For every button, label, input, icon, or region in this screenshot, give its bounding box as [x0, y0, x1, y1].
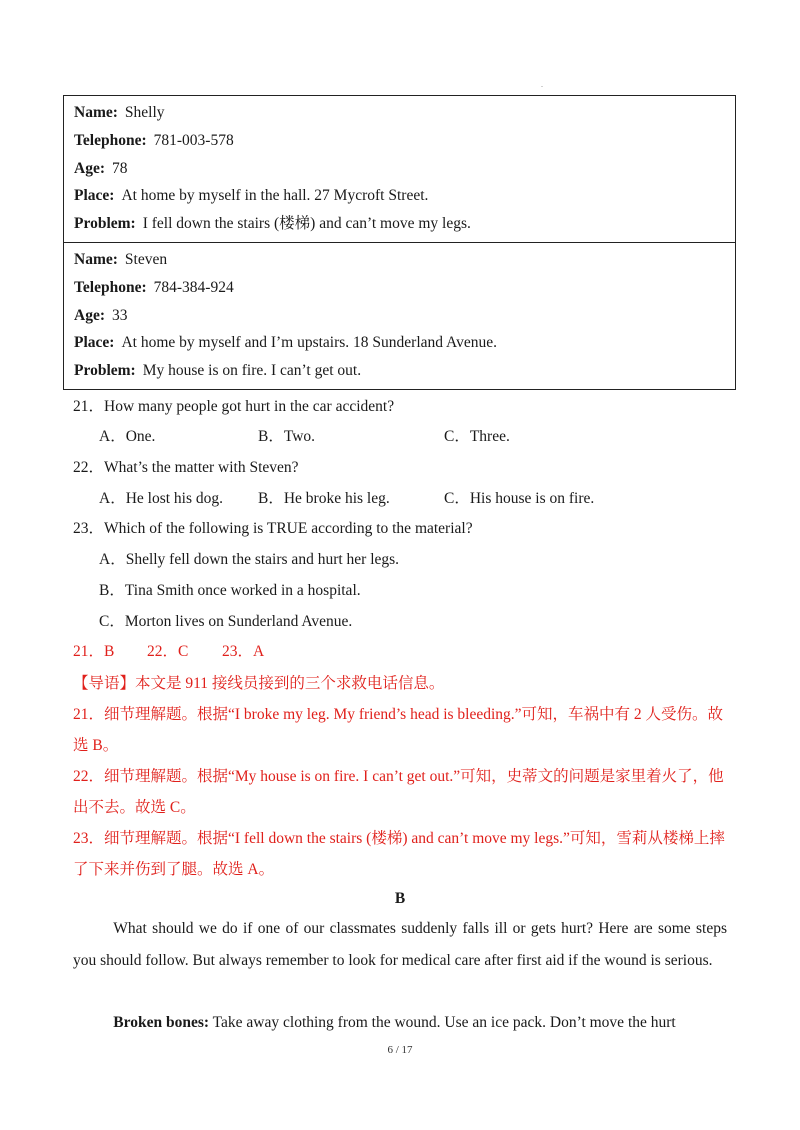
age-row	[74, 302, 735, 330]
name-row	[74, 99, 735, 127]
answer-key-22: 22．C	[147, 643, 189, 660]
problem-value: My house is on fire. I can’t get out.	[142, 362, 362, 380]
question-22: 22．What’s the matter with Steven?	[73, 459, 299, 476]
option-21-a: A．One.	[99, 428, 156, 445]
section-heading: B	[394, 890, 406, 907]
name-value: Steven	[124, 250, 168, 268]
name-label: Name:	[74, 104, 118, 121]
caller-card-steven	[64, 242, 735, 389]
option-22-a: A．He lost his dog.	[99, 490, 224, 507]
answer-key-21: 21．B	[73, 643, 115, 660]
page-number: 6 / 17	[387, 1044, 413, 1056]
telephone-value: 781-003-578	[153, 131, 234, 149]
answer-explanation-22: 22．细节理解题。根据“My house is on fire. I can’t get out.”可知，史蒂文的问题是家里着火了，他出不去。故选 C。	[73, 768, 724, 816]
name-value: Shelly	[124, 104, 165, 121]
telephone-label: Telephone:	[74, 278, 147, 296]
place-label: Place:	[74, 334, 115, 352]
section-intro-paragraph: What should we do if one of our classmates suddenly falls ill or gets hurt? Here are some steps you should follow. But always remember to look for medical care after first aid if the wound is serious.	[73, 920, 727, 969]
telephone-label: Telephone:	[74, 131, 147, 149]
broken-bones-label: Broken bones:	[113, 1014, 210, 1031]
telephone-row	[74, 127, 735, 155]
answer-key-23: 23．A	[222, 643, 265, 660]
age-value: 78	[112, 159, 128, 177]
broken-bones-text: Take away clothing from the wound. Use an ice pack. Don’t move the hurt	[212, 1014, 676, 1031]
broken-bones-paragraph	[73, 1007, 727, 1039]
option-22-c: C．His house is on fire.	[444, 490, 595, 507]
name-row	[74, 246, 735, 274]
question-23: 23．Which of the following is TRUE according to the material?	[73, 520, 473, 537]
place-label: Place:	[74, 187, 115, 205]
question-21: 21．How many people got hurt in the car accident?	[73, 398, 395, 415]
telephone-row	[74, 274, 735, 302]
age-row	[74, 155, 735, 183]
telephone-value: 784-384-924	[153, 278, 234, 296]
place-row	[74, 329, 735, 357]
option-23-c: C．Morton lives on Sunderland Avenue.	[99, 613, 353, 630]
problem-label: Problem:	[74, 215, 136, 233]
problem-label: Problem:	[74, 362, 136, 380]
answer-explanation-21: 21．细节理解题。根据“I broke my leg. My friend’s head is bleeding.”可知，车祸中有 2 人受伤。故选 B。	[73, 706, 724, 754]
age-value: 33	[112, 306, 128, 324]
option-23-a: A．Shelly fell down the stairs and hurt her legs.	[99, 551, 400, 568]
place-row	[74, 182, 735, 210]
place-value: At home by myself and I’m upstairs. 18 Sunderland Avenue.	[121, 334, 497, 352]
option-23-b: B．Tina Smith once worked in a hospital.	[99, 582, 361, 599]
problem-row	[74, 357, 735, 385]
caller-info-table	[63, 95, 736, 390]
age-label: Age:	[74, 306, 105, 324]
answer-explanation-23: 23．细节理解题。根据“I fell down the stairs (楼梯) and can’t move my legs.”可知，雪莉从楼梯上摔了下来并伤到了腿。故选 A。	[73, 830, 725, 878]
option-21-c: C．Three.	[444, 428, 510, 445]
page-marker: .	[541, 80, 543, 89]
option-21-b: B．Two.	[258, 428, 316, 445]
caller-card-shelly	[64, 96, 735, 242]
option-22-b: B．He broke his leg.	[258, 490, 390, 507]
answer-intro: 【导语】本文是 911 接线员接到的三个求救电话信息。	[73, 675, 445, 692]
age-label: Age:	[74, 159, 105, 177]
problem-row	[74, 210, 735, 238]
name-label: Name:	[74, 250, 118, 268]
place-value: At home by myself in the hall. 27 Mycroft Street.	[121, 187, 429, 205]
problem-value: I fell down the stairs (楼梯) and can’t move my legs.	[142, 215, 471, 233]
